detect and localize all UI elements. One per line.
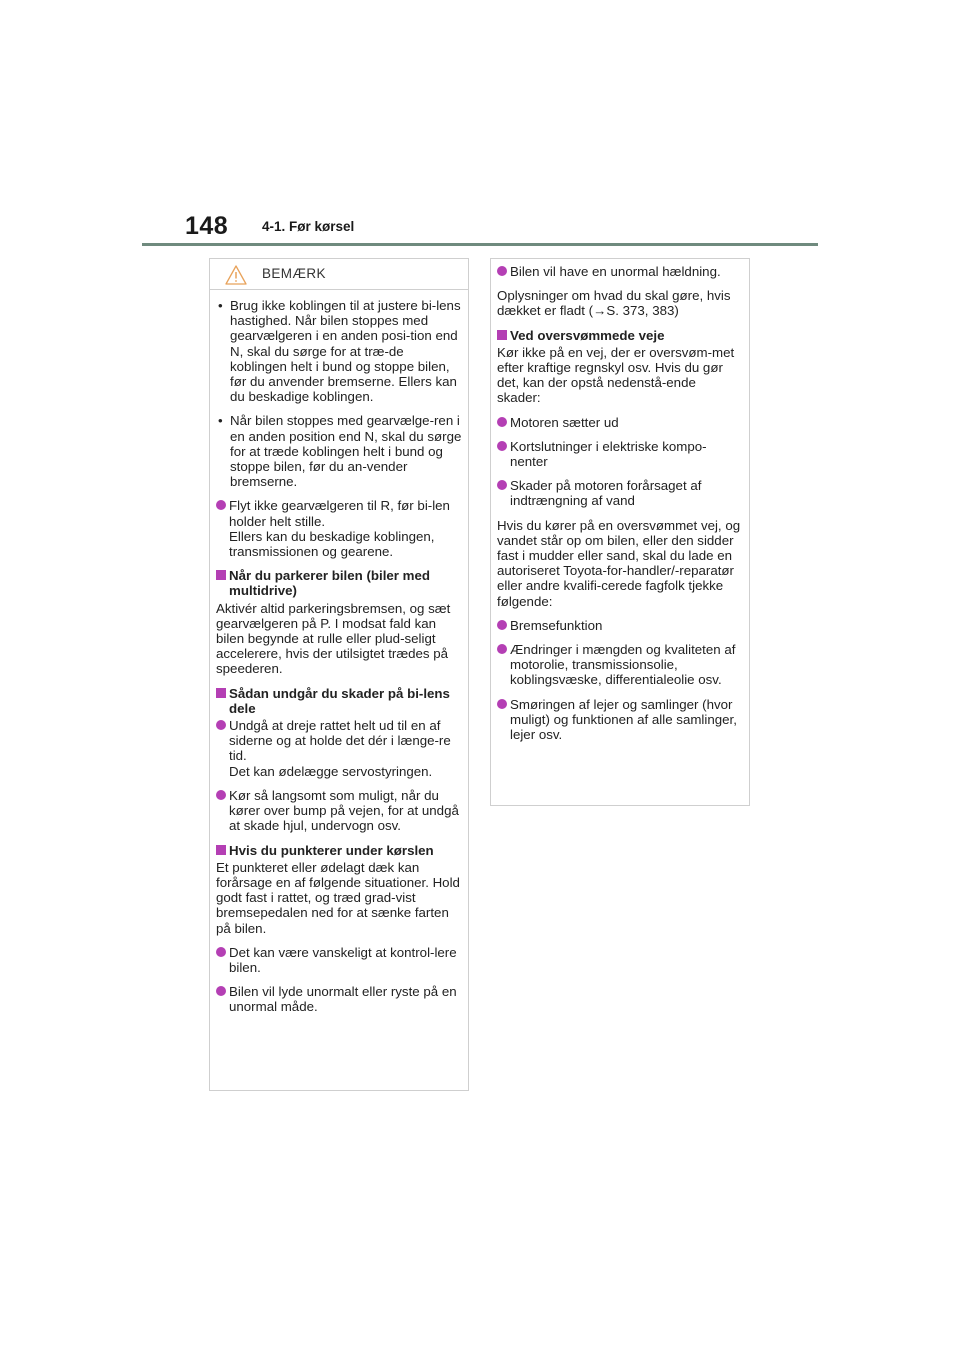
dash-item: • Brug ikke koblingen til at justere bi-lens hastighed. Når bilen stoppes med gearvælgeren i en anden posi-tion end N, skal du sørge for at træ-de koblingen helt i bund og stoppe bilen, før du anvender bremserne. Ellers kan du beskadige koblingen. [218, 298, 461, 405]
bullet-item [497, 415, 743, 430]
bullet-text: Motoren sætter ud [510, 414, 619, 430]
bullet-text: Ændringer i mængden og kvaliteten af motorolie, transmissionsolie, koblingsvæske, differentialeolie osv. [510, 642, 736, 688]
dash-item-text: Når bilen stoppes med gearvælge-ren i en anden position end N, skal du sørge for at træde koblingen helt i bund og stoppe bilen, før du an-vender bremserne. [230, 413, 462, 490]
bullet-item [497, 697, 743, 743]
bullet-dot-icon [216, 947, 226, 957]
notice-box-left [209, 258, 469, 1091]
warning-triangle-icon [225, 265, 247, 285]
bullet-text: Det kan være vanskeligt at kontrol-lere bilen. [229, 944, 457, 975]
paragraph: Hvis du kører på en oversvømmet vej, og vandet står op om bilen, eller den sidder fast i mudder eller sand, skal du lade en autoriseret Toyota-for-handler/-reparatør eller andre kvalifi-cerede fagfolk tjekke følgende: [497, 517, 741, 609]
bullet-text: Skader på motoren forårsaget af indtrængning af vand [510, 478, 702, 509]
bullet-item [216, 788, 462, 834]
bullet-item [216, 945, 462, 975]
bullet-item [497, 264, 743, 279]
bullet-dot-icon [216, 500, 226, 510]
bullet-dot-icon [497, 620, 507, 630]
section-title: 4-1. Før kørsel [262, 219, 355, 234]
subheading-text: Ved oversvømmede veje [510, 327, 665, 343]
subheading [216, 843, 462, 858]
bullet-dot-icon [497, 266, 507, 276]
bullet-text: Bremsefunktion [510, 617, 603, 633]
notice-header [210, 259, 468, 290]
header-rule [142, 243, 818, 246]
square-bullet-icon [216, 688, 226, 698]
page-number: 148 [185, 212, 229, 240]
bullet-text: Kortslutninger i elektriske kompo-nenter [510, 438, 707, 470]
bullet-dot-icon [216, 720, 226, 730]
subheading-text: Hvis du punkterer under kørslen [229, 842, 434, 858]
square-bullet-icon [216, 570, 226, 580]
paragraph: Kør ikke på en vej, der er oversvøm-met efter kraftige regnskyl osv. Hvis du gør det, kan der opstå nedenstå-ende skader: [497, 344, 735, 406]
bullet-text: Smøringen af lejer og samlinger (hvor muligt) og funktionen af alle samlinger, lejer osv. [510, 696, 737, 743]
bullet-item [497, 439, 743, 469]
subheading [497, 328, 743, 343]
paragraph: Oplysninger om hvad du skal gøre, hvis dækket er fladt (→S. 373, 383) [497, 288, 731, 319]
dash-item-text: Brug ikke koblingen til at justere bi-lens hastighed. Når bilen stoppes med gearvælgeren i en anden posi-tion end N, skal du sørge for at træ-de koblingen helt i bund og stoppe bilen, før du anvender bremserne. Ellers kan du beskadige koblingen. [230, 298, 461, 405]
square-bullet-icon [216, 845, 226, 855]
subheading [216, 686, 462, 716]
bullet-item [216, 984, 462, 1014]
bullet-item [216, 718, 462, 779]
bullet-item [216, 498, 462, 559]
paragraph: Et punkteret eller ødelagt dæk kan forårsage en af følgende situationer. Hold godt fast i rattet, og træd grad-vist bremsepedalen ned for at sænke farten på bilen. [216, 859, 460, 936]
bullet-dot-icon [216, 790, 226, 800]
bullet-dot-icon [497, 480, 507, 490]
square-bullet-icon [497, 330, 507, 340]
bullet-dot-icon [216, 986, 226, 996]
bullet-item [497, 478, 743, 508]
bullet-text: Undgå at dreje rattet helt ud til en af siderne og at holde det dér i længe-re tid. Det kan ødelægge servostyringen. [229, 718, 451, 779]
bullet-text: Kør så langsomt som muligt, når du kører over bump på vejen, for at undgå at skade hjul, undervogn osv. [229, 787, 459, 834]
dash-item: • Når bilen stoppes med gearvælge-ren i en anden position end N, skal du sørge for at træde koblingen helt i bund og stoppe bilen, før du an-vender bremserne. [218, 413, 462, 490]
subheading-text: Sådan undgår du skader på bi-lens dele [229, 685, 450, 716]
bullet-item [497, 618, 743, 633]
bullet-dot-icon [497, 441, 507, 451]
bullet-text: Bilen vil lyde unormalt eller ryste på en unormal måde. [229, 984, 457, 1015]
paragraph: Aktivér altid parkeringsbremsen, og sæt gearvælgeren på P. I modsat fald kan bilen begynde at rulle eller plud-seligt accelerere, hvis der utilsigtet trædes på speederen. [216, 600, 451, 677]
bullet-dot-icon [497, 644, 507, 654]
notice-label: BEMÆRK [262, 266, 326, 281]
subheading [216, 568, 462, 598]
bullet-text: Flyt ikke gearvælgeren til R, før bi-len holder helt stille. Ellers kan du beskadige koblingen, transmissionen og gearene. [229, 498, 450, 560]
notice-box-right [490, 258, 750, 806]
bullet-text: Bilen vil have en unormal hældning. [510, 264, 721, 279]
bullet-item [497, 642, 743, 688]
subheading-text: Når du parkerer bilen (biler med multidrive) [229, 568, 430, 599]
bullet-dot-icon [497, 699, 507, 709]
bullet-dot-icon [497, 417, 507, 427]
